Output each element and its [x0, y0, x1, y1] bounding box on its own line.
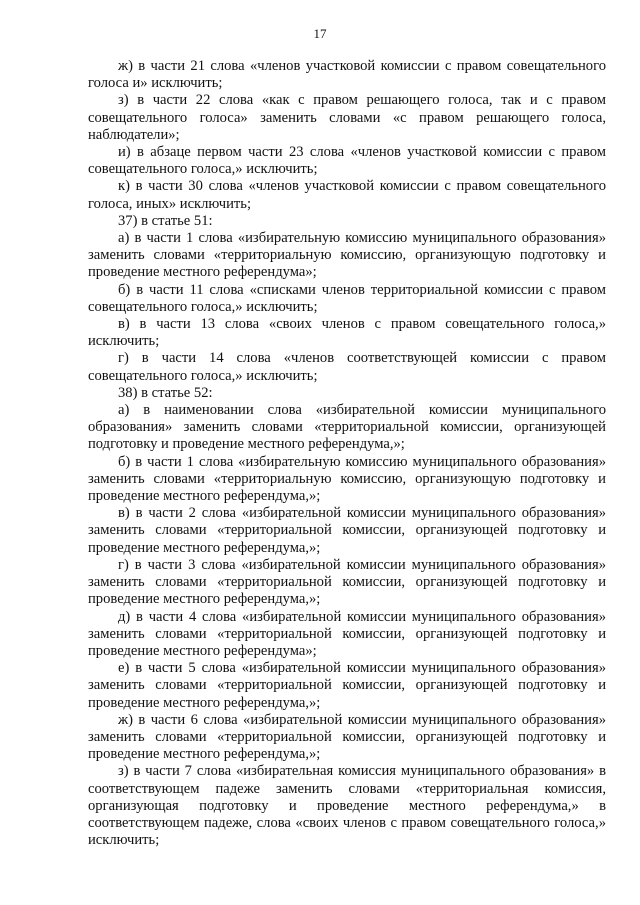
paragraph: в) в части 13 слова «своих членов с правом совещательного голоса,» исключить; — [88, 316, 606, 350]
paragraph: г) в части 14 слова «членов соответствующей комиссии с правом совещательного голоса,» исключить; — [88, 350, 606, 384]
paragraph: б) в части 11 слова «списками членов территориальной комиссии с правом совещательного голоса,» исключить; — [88, 281, 606, 315]
paragraph: и) в абзаце первом части 23 слова «членов участковой комиссии с правом совещательного голоса,» исключить; — [88, 144, 606, 178]
paragraph: з) в части 7 слова «избирательная комиссия муниципального образования» в соответствующем падеже заменить словами «территориальная комиссия, организующая подготовку и проведение местного референдума,» в соответствующем падеже, слова «своих членов с правом совещательного голоса,» исключить; — [88, 763, 606, 849]
paragraph: б) в части 1 слова «избирательную комиссию муниципального образования» заменить словами «территориальную комиссию, организующую подготовку и проведение местного референдума,»; — [88, 453, 606, 505]
paragraph: е) в части 5 слова «избирательной комиссии муниципального образования» заменить словами «территориальной комиссии, организующей подготовку и проведение местного референдума,»; — [88, 660, 606, 711]
paragraph: а) в части 1 слова «избирательную комиссию муниципального образования» заменить словами «территориальную комиссию, организующую подготовку и проведение местного референдума»; — [88, 230, 606, 281]
paragraph: д) в части 4 слова «избирательной комиссии муниципального образования» заменить словами «территориальной комиссии, организующей подготовку и проведение местного референдума»; — [88, 608, 606, 659]
paragraph: а) в наименовании слова «избирательной комиссии муниципального образования» заменить словами «территориальной комиссии, организующей подготовку и проведение местного референдума,»; — [88, 402, 606, 453]
paragraph: з) в части 22 слова «как с правом решающего голоса, так и с правом совещательного голоса» заменить словами «с правом решающего голоса, наблюдатели»; — [88, 92, 606, 143]
paragraph: в) в части 2 слова «избирательной комиссии муниципального образования» заменить словами «территориальной комиссии, организующей подготовку и проведение местного референдума,»; — [88, 505, 606, 556]
page-number: 17 — [313, 26, 327, 41]
paragraph: ж) в части 6 слова «избирательной комиссии муниципального образования» заменить словами «территориальной комиссии, организующей подготовку и проведение местного референдума,»; — [88, 711, 606, 763]
paragraph: к) в части 30 слова «членов участковой комиссии с правом совещательного голоса, иных» исключить; — [88, 178, 606, 212]
paragraph: г) в части 3 слова «избирательной комиссии муниципального образования» заменить словами «территориальной комиссии, организующей подготовку и проведение местного референдума,»; — [88, 556, 606, 608]
section-heading: 37) в статье 51: — [118, 212, 213, 229]
section-heading: 38) в статье 52: — [118, 384, 213, 401]
paragraph: ж) в части 21 слова «членов участковой комиссии с правом совещательного голоса и» исключить; — [88, 58, 606, 92]
document-body — [88, 58, 606, 849]
